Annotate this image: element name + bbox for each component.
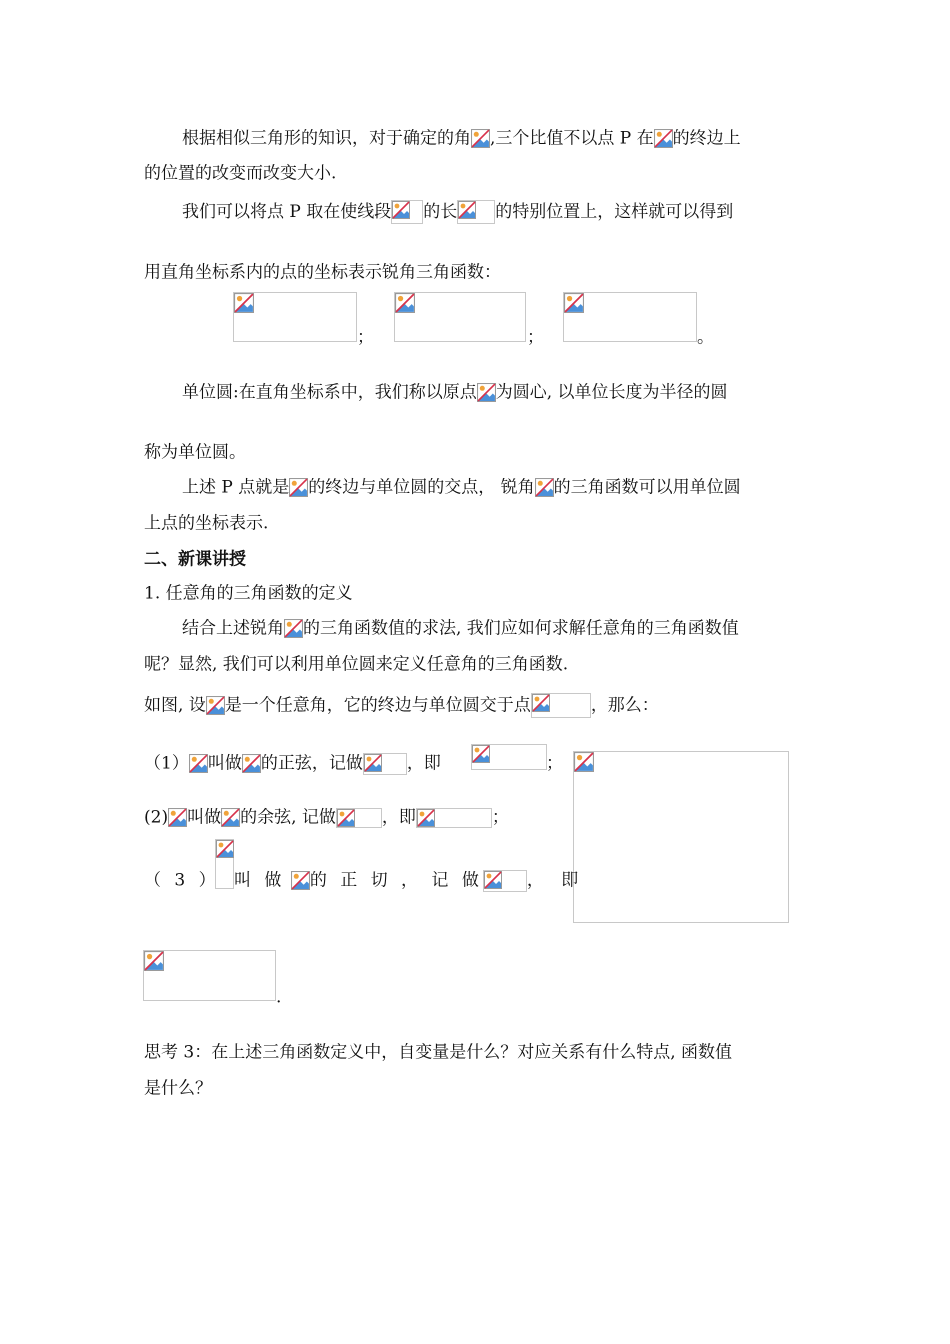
item3-a [144,869,220,892]
tan-value-image [143,950,276,1001]
p1-line2 [144,162,336,185]
item3-line [234,869,584,892]
text: 上述 P 点就是 [182,477,290,498]
text: ； [491,807,509,828]
cos-alpha-image-icon [336,808,382,828]
think-line1 [144,1041,732,1064]
text: 叫 做 [234,870,286,891]
text: 的特别位置上，这样就可以得到 [495,202,734,222]
text: 称为单位圆。 [144,442,246,463]
text: ,三个比值不以点 P 在 [490,128,654,149]
text: （ 3 ） [144,870,220,891]
text: 呢？显然, 我们可以利用单位圆来定义任意角的三角函数. [144,654,569,675]
angle-image-icon [535,478,554,497]
text: 的位置的改变而改变大小. [144,163,337,184]
item2-line [144,806,509,829]
text: 的三角函数可以用单位圆 [553,477,741,498]
unit-circle-diagram-image [573,751,789,923]
text: 是一个任意角，它的终边与单位圆交于点 [224,695,531,716]
p3-line1 [182,381,728,404]
text: ； [527,327,544,348]
text: 叫做 [187,807,222,828]
angle-image-icon [471,129,490,148]
subsection-title [144,582,353,605]
text: 为圆心, 以单位长度为半径的圆 [495,382,728,403]
tan-formula-image [563,292,697,342]
text: 结合上述锐角 [182,618,284,639]
p6-line [144,693,659,718]
sin-value-image [471,744,547,770]
section-title [144,548,246,571]
alpha-image-icon [242,754,261,773]
p4-line2 [144,512,268,535]
tan-alpha-image-icon [483,870,527,892]
text: 是什么？ [144,1078,212,1099]
cos-formula-image [394,292,526,342]
text: 如图, 设 [144,695,206,716]
text: 二、新课讲授 [144,549,246,570]
text: 我们可以将点 P 取在使线段 [182,202,392,222]
text: 用直角坐标系内的点的坐标表示锐角三角函数： [144,262,501,283]
angle-image-icon [654,129,673,148]
p1-line1 [182,127,741,150]
p3-line2 [144,441,246,464]
alpha-image-icon [291,871,310,890]
sin-formula-image [233,292,357,342]
text: （1） [144,753,189,774]
text: 的终边与单位圆的交点， 锐角 [308,477,535,498]
item1-end [546,752,563,775]
text: 思考 3：在上述三角函数定义中，自变量是什么？对应关系有什么特点, 函数值 [144,1042,733,1063]
p5-line2 [144,653,568,676]
item3-end [276,986,281,1009]
alpha-image-icon [221,808,240,827]
p2-line2 [144,261,501,284]
text: 的长 [423,202,458,222]
text: ； [546,753,563,774]
angle-image-icon [284,619,303,638]
cos-value-image-icon [416,808,492,828]
text: ， 即 [526,870,585,891]
text: 的正弦，记做 [260,753,363,774]
text: ； [357,327,374,348]
text: 根据相似三角形的知识，对于确定的角 [182,128,471,149]
p5-line1 [182,617,739,640]
segment-image-icon [391,200,423,224]
text: ，即 [406,753,441,774]
think-line2 [144,1077,212,1100]
x-image-icon [168,808,187,827]
length-image-icon [457,200,495,224]
sin-alpha-image-icon [363,753,407,775]
text: (2) [144,807,169,828]
text: 的终边上 [672,128,741,149]
formula-sep1 [357,326,374,349]
alpha-image-icon [206,696,225,715]
text: 叫做 [207,753,242,774]
formula-end [697,326,714,349]
item1-line [144,752,441,775]
p4-line1 [182,476,741,499]
text: . [276,987,282,1008]
text: 1. 任意角的三角函数的定义 [144,583,353,604]
text: 单位圆:在直角坐标系中，我们称以原点 [182,382,477,403]
text: 。 [697,327,714,348]
formula-sep2 [527,326,544,349]
point-p-image-icon [531,693,591,718]
text: 的 正 切 ， 记 做 [309,870,483,891]
text: 的三角函数值的求法, 我们应如何求解任意角的三角函数值 [303,618,739,639]
p2-line1 [182,200,733,224]
origin-image-icon [477,383,496,402]
angle-image-icon [289,478,308,497]
text: 的余弦, 记做 [240,807,336,828]
text: ，那么： [590,695,659,716]
text: ，即 [381,807,416,828]
y-image-icon [189,754,208,773]
text: 上点的坐标表示. [144,513,269,534]
